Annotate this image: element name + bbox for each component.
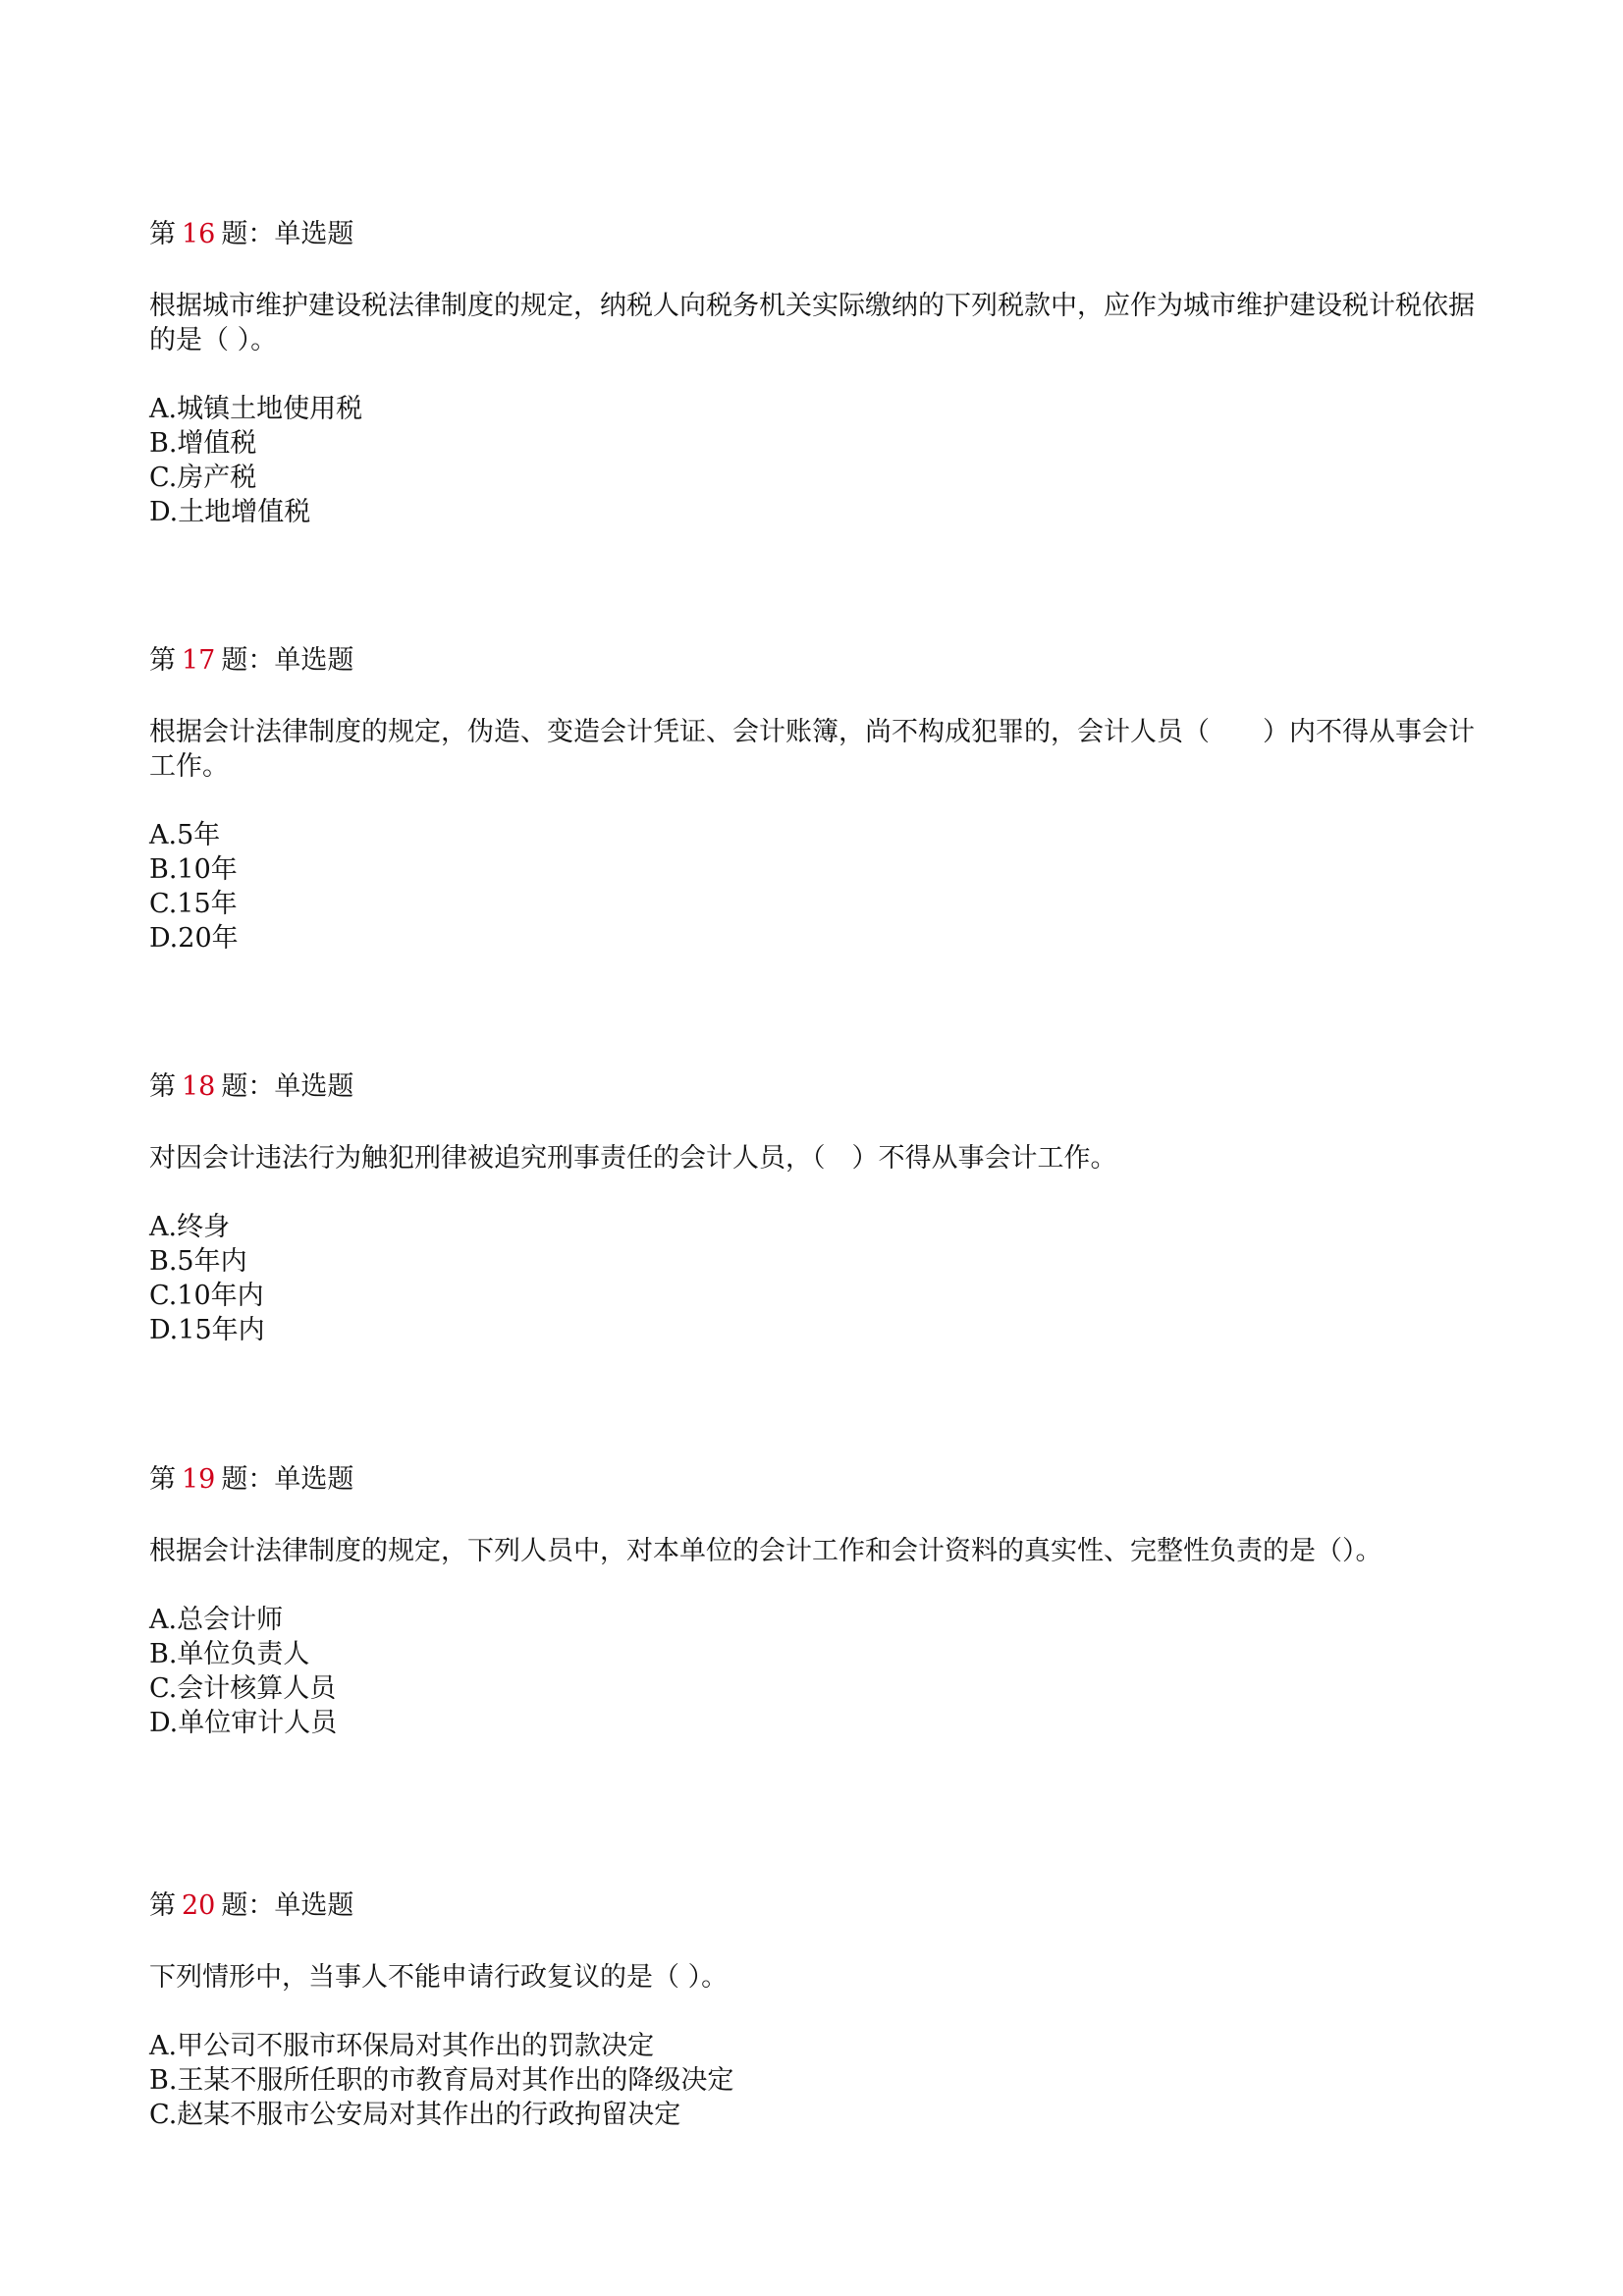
option-a: A.5年 bbox=[149, 820, 221, 850]
option-a: A.总会计师 bbox=[149, 1605, 284, 1635]
option-c: C.房产税 bbox=[149, 463, 257, 493]
question-header bbox=[149, 1463, 1485, 1497]
question-type: 题：单选题 bbox=[221, 1071, 354, 1102]
option-a: A.终身 bbox=[149, 1212, 231, 1242]
option-b: B.5年内 bbox=[149, 1246, 247, 1277]
option-a: A.城镇土地使用税 bbox=[149, 394, 363, 424]
question-18 bbox=[149, 1070, 1485, 1347]
question-stem: 根据会计法律制度的规定，伪造、变造会计凭证、会计账簿，尚不构成犯罪的，会计人员（ ）内不得从事会计工作。 bbox=[149, 717, 1475, 782]
option-c: C.赵某不服市公安局对其作出的行政拘留决定 bbox=[149, 2100, 681, 2130]
option-a: A.甲公司不服市环保局对其作出的罚款决定 bbox=[149, 2031, 655, 2061]
question-type: 题：单选题 bbox=[221, 219, 354, 249]
question-17 bbox=[149, 644, 1485, 956]
question-prefix: 第 bbox=[149, 1071, 176, 1102]
option-c: C.15年 bbox=[149, 889, 238, 919]
question-prefix: 第 bbox=[149, 219, 176, 249]
question-number: 16 bbox=[182, 219, 216, 249]
option-d: D.15年内 bbox=[149, 1315, 265, 1345]
option-list bbox=[149, 392, 1485, 529]
question-type: 题：单选题 bbox=[221, 1890, 354, 1921]
option-d: D.单位审计人员 bbox=[149, 1708, 338, 1738]
option-list bbox=[149, 818, 1485, 956]
option-list bbox=[149, 2029, 1485, 2132]
option-b: B.10年 bbox=[149, 854, 238, 885]
question-16 bbox=[149, 218, 1485, 529]
option-b: B.增值税 bbox=[149, 428, 257, 459]
option-c: C.10年内 bbox=[149, 1281, 264, 1311]
option-b: B.单位负责人 bbox=[149, 1639, 310, 1669]
option-d: D.土地增值税 bbox=[149, 497, 311, 527]
question-number: 20 bbox=[182, 1890, 216, 1921]
question-number: 19 bbox=[182, 1464, 216, 1495]
option-list bbox=[149, 1603, 1485, 1740]
option-b: B.王某不服所任职的市教育局对其作出的降级决定 bbox=[149, 2065, 734, 2096]
question-prefix: 第 bbox=[149, 645, 176, 676]
question-stem: 下列情形中，当事人不能申请行政复议的是（ ）。 bbox=[149, 1962, 729, 1993]
question-20 bbox=[149, 1889, 1485, 2132]
option-d: D.20年 bbox=[149, 923, 239, 954]
question-19 bbox=[149, 1463, 1485, 1740]
question-type: 题：单选题 bbox=[221, 645, 354, 676]
question-type: 题：单选题 bbox=[221, 1464, 354, 1495]
question-prefix: 第 bbox=[149, 1890, 176, 1921]
question-header bbox=[149, 218, 1485, 251]
question-prefix: 第 bbox=[149, 1464, 176, 1495]
question-number: 17 bbox=[182, 645, 216, 676]
question-stem: 对因会计违法行为触犯刑律被追究刑事责任的会计人员，（ ）不得从事会计工作。 bbox=[149, 1143, 1117, 1174]
option-c: C.会计核算人员 bbox=[149, 1673, 337, 1704]
question-header bbox=[149, 1070, 1485, 1104]
question-number: 18 bbox=[182, 1071, 216, 1102]
question-stem: 根据城市维护建设税法律制度的规定，纳税人向税务机关实际缴纳的下列税款中，应作为城市维护建设税计税依据的是（ ）。 bbox=[149, 291, 1475, 355]
question-header bbox=[149, 1889, 1485, 1923]
question-stem: 根据会计法律制度的规定，下列人员中，对本单位的会计工作和会计资料的真实性、完整性负责的是（）。 bbox=[149, 1536, 1382, 1566]
option-list bbox=[149, 1210, 1485, 1347]
question-header bbox=[149, 644, 1485, 678]
